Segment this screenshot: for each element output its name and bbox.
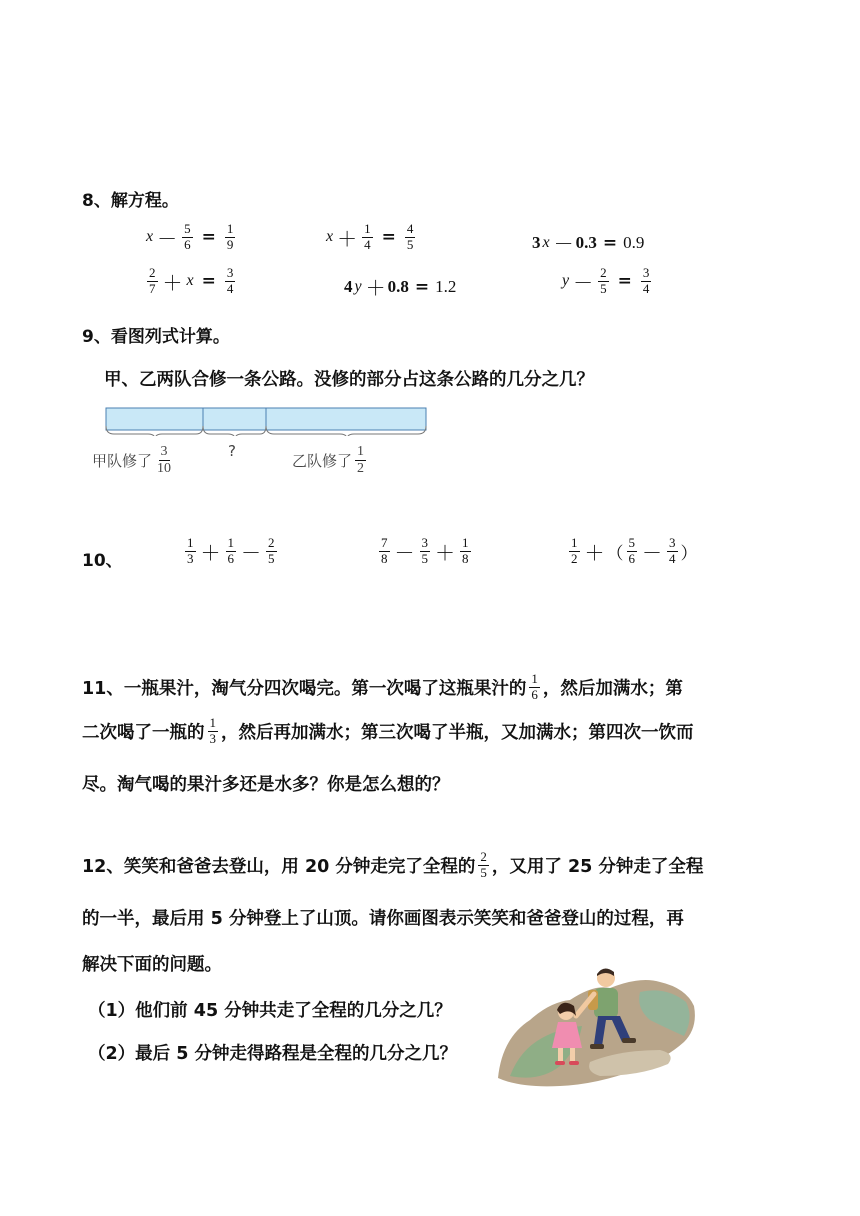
q10-label: 10、: [82, 551, 123, 571]
father-shoe-left: [590, 1044, 604, 1049]
q8-title: 8、解方程。: [82, 191, 179, 211]
daughter-shoe-left: [555, 1061, 565, 1065]
q12-line-3: 解决下面的问题。: [82, 955, 222, 975]
equation-6: y － $\frac{2}{5}$ = $\frac{3}{4}$: [562, 265, 650, 296]
equation-2: x ＋ $\frac{1}{4}$ = $\frac{4}{5}$: [326, 221, 414, 252]
expression-1: $\frac{1}{3}$ ＋ $\frac{1}{6}$ － $\frac{2}{5}$: [187, 535, 275, 566]
daughter-leg-left: [558, 1048, 563, 1062]
hiking-illustration: [490, 958, 700, 1092]
daughter-leg-right: [570, 1048, 575, 1062]
q12-sub-1: （1）他们前 45 分钟共走了全程的几分之几？: [88, 1001, 452, 1021]
label-team-a: 甲队修了 $\frac{3}{10}$: [92, 444, 172, 477]
q12-line-2: 的一半，最后用 5 分钟登上了山顶。请你画图表示笑笑和爸爸登山的过程，再: [82, 909, 684, 929]
equation-4: $\frac{2}{7}$ ＋ x = $\frac{3}{4}$: [149, 265, 234, 296]
expression-2: $\frac{7}{8}$ － $\frac{3}{5}$ ＋ $\frac{1}{8}$: [381, 535, 469, 566]
equation-3: 3 x － 0.3 = 0.9: [532, 232, 645, 256]
road-diagram: [100, 404, 440, 436]
q11-line-3: 尽。淘气喝的果汁多还是水多？你是怎么想的？: [82, 775, 450, 795]
father-shoe-right: [622, 1038, 636, 1043]
q12-line-1: 12、笑笑和爸爸去登山，用 20 分钟走完了全程的 $\frac{2}{5}$ ，又用了 25 分钟走了全程: [82, 849, 704, 880]
q12-sub-2: （2）最后 5 分钟走得路程是全程的几分之几？: [88, 1044, 458, 1064]
daughter-shoe-right: [569, 1061, 579, 1065]
q11-line-1: 11、一瓶果汁，淘气分四次喝完。第一次喝了这瓶果汁的 $\frac{1}{6}$ ，然后加满水；第: [82, 671, 683, 702]
expression-3: $\frac{1}{2}$ ＋ （ $\frac{5}{6}$ － $\frac{3}{4}$ ）: [571, 535, 698, 566]
q9-title: 9、看图列式计算。: [82, 327, 230, 347]
equation-1: x － $\frac{5}{6}$ = $\frac{1}{9}$: [146, 221, 234, 252]
q11-line-2: 二次喝了一瓶的 $\frac{1}{3}$ ，然后再加满水；第三次喝了半瓶，又加满水；第四次一饮而: [82, 715, 694, 746]
label-unknown: ?: [228, 442, 236, 460]
q9-question: 甲、乙两队合修一条公路。没修的部分占这条公路的几分之几？: [104, 370, 594, 390]
label-team-b: 乙队修了 $\frac{1}{2}$: [292, 444, 365, 477]
equation-5: 4 y ＋ 0.8 = 1.2: [344, 276, 457, 300]
